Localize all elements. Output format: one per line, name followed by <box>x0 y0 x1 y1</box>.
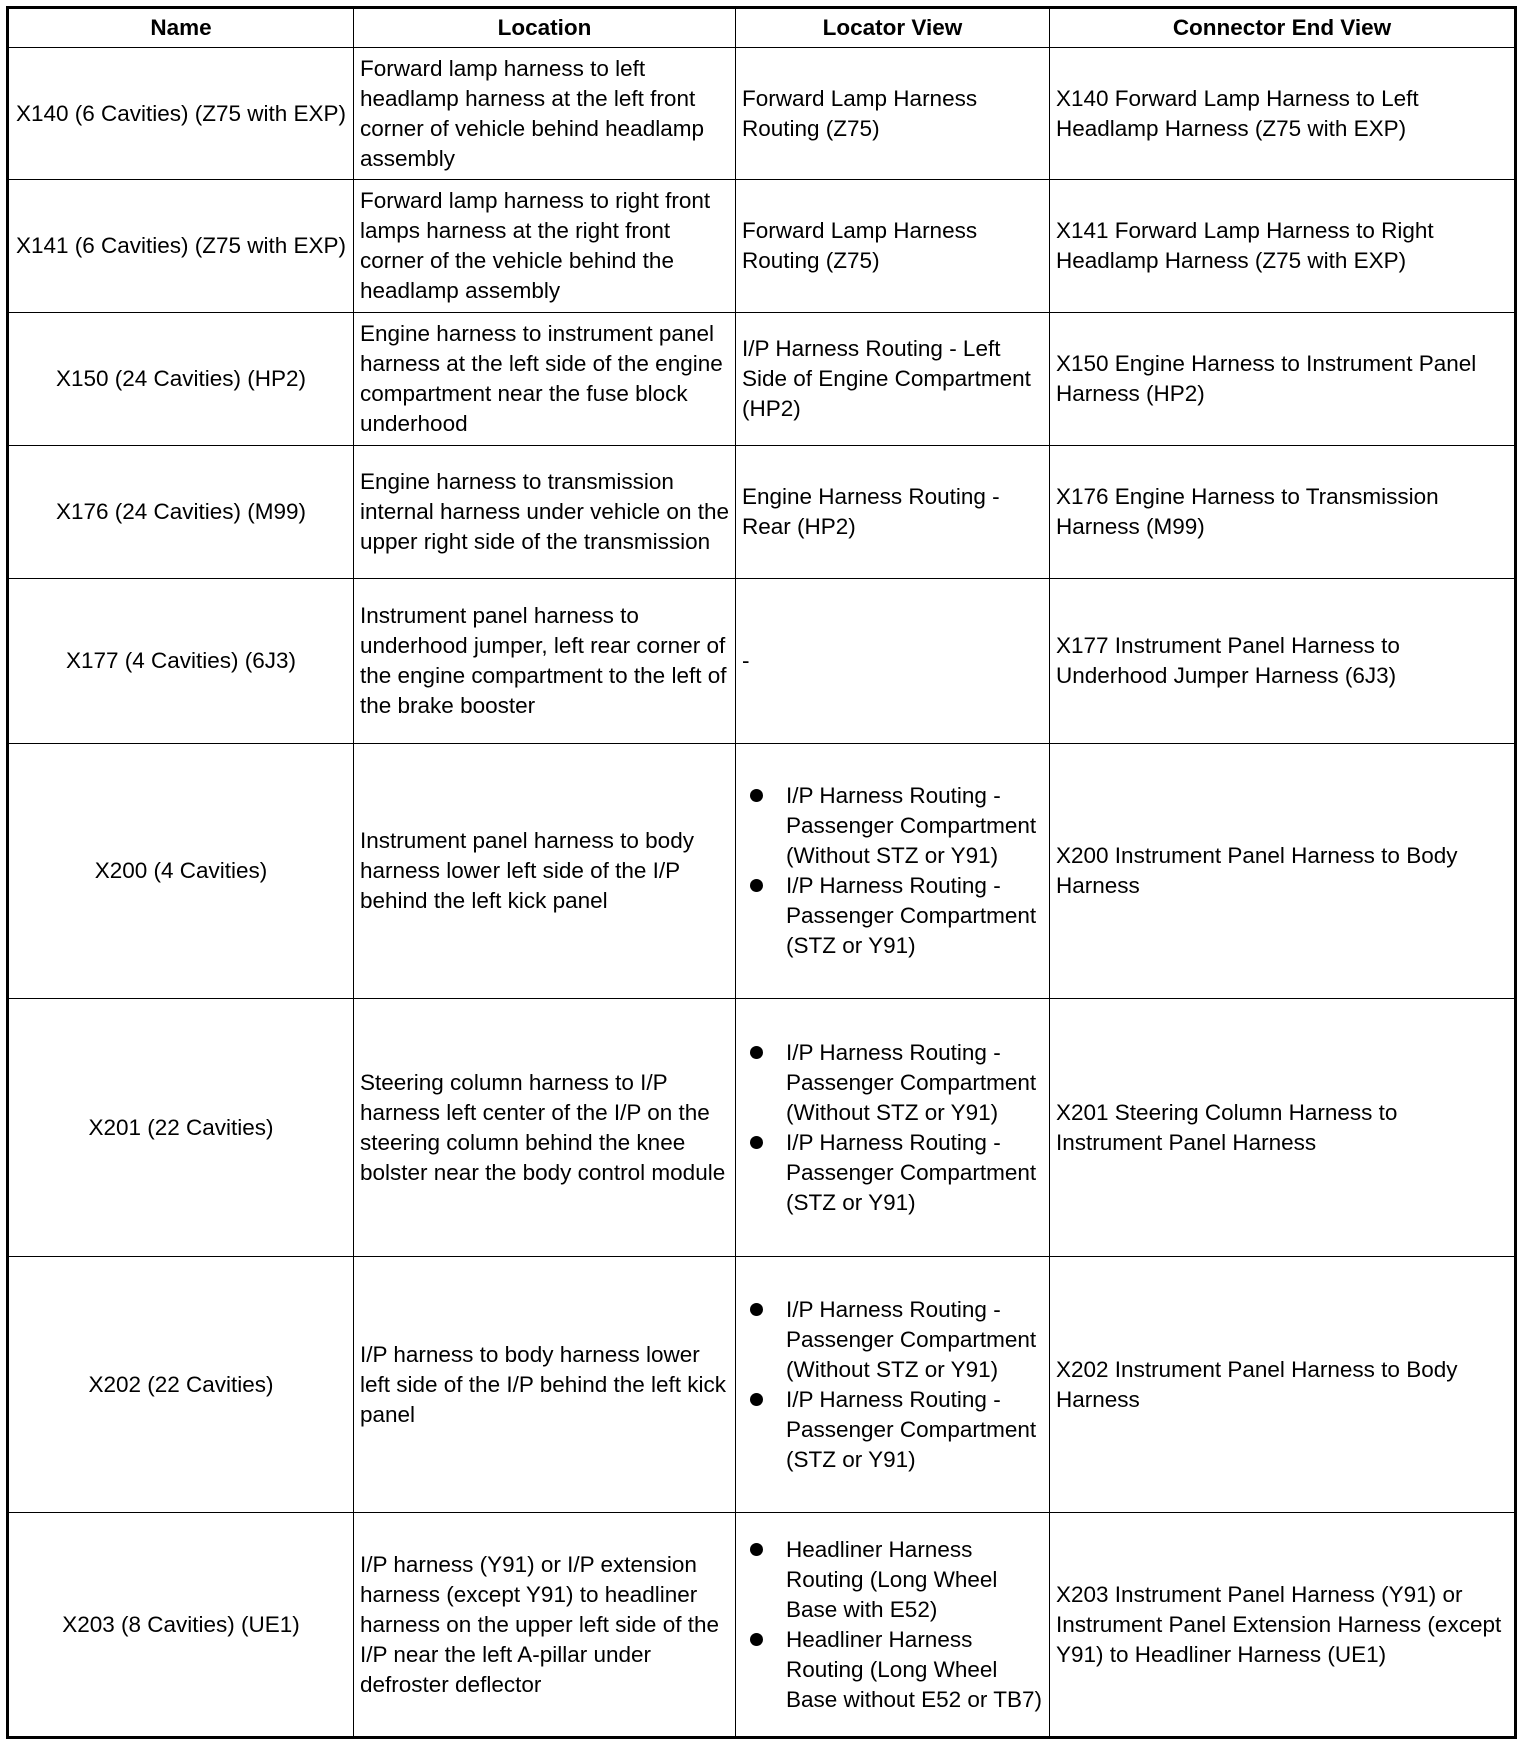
location-cell: Engine harness to instrument panel harness at the left side of the engine compartment near the fuse block underhood <box>354 313 736 446</box>
locator-view-cell <box>736 48 1050 180</box>
location-cell: Engine harness to transmission internal harness under vehicle on the upper right side of the transmission <box>354 446 736 579</box>
table-row <box>8 313 1516 446</box>
locator-view-link[interactable]: Engine Harness Routing - Rear (HP2) <box>742 484 1000 539</box>
locator-view-cell <box>736 579 1050 744</box>
list-item <box>786 1535 1043 1625</box>
locator-view-cell <box>736 446 1050 579</box>
table-row <box>8 180 1516 313</box>
bullet-icon <box>750 789 763 802</box>
location-cell: Forward lamp harness to left headlamp harness at the left front corner of vehicle behind headlamp assembly <box>354 48 736 180</box>
locator-view-link[interactable]: Forward Lamp Harness Routing (Z75) <box>742 218 978 273</box>
locator-view-list <box>742 1295 1043 1475</box>
locator-view-link[interactable]: Headliner Harness Routing (Long Wheel Base with E52) <box>786 1536 998 1622</box>
locator-view-link[interactable]: I/P Harness Routing - Passenger Compartment (Without STZ or Y91) <box>786 1039 1037 1125</box>
list-item <box>786 1385 1043 1475</box>
table-row <box>8 48 1516 180</box>
locator-view-cell <box>736 180 1050 313</box>
locator-view-link[interactable]: I/P Harness Routing - Passenger Compartment (STZ or Y91) <box>786 1386 1037 1472</box>
location-cell: Steering column harness to I/P harness left center of the I/P on the steering column behind the knee bolster near the body control module <box>354 999 736 1257</box>
locator-view-cell <box>736 313 1050 446</box>
connector-name-cell: X202 (22 Cavities) <box>8 1257 354 1513</box>
locator-view-link[interactable]: I/P Harness Routing - Passenger Compartment (STZ or Y91) <box>786 873 1037 958</box>
locator-view-list <box>742 781 1043 961</box>
header-name: Name <box>8 8 354 48</box>
connector-name-cell: X150 (24 Cavities) (HP2) <box>8 313 354 446</box>
header-row <box>8 8 1516 48</box>
bullet-icon <box>750 1393 763 1406</box>
bullet-icon <box>750 1303 763 1316</box>
header-connector-end-view: Connector End View <box>1050 8 1516 48</box>
connector-name-cell: X200 (4 Cavities) <box>8 744 354 999</box>
location-cell: I/P harness to body harness lower left side of the I/P behind the left kick panel <box>354 1257 736 1513</box>
connector-end-view-cell: X177 Instrument Panel Harness to Underhood Jumper Harness (6J3) <box>1050 579 1516 744</box>
location-cell: I/P harness (Y91) or I/P extension harness (except Y91) to headliner harness on the upper left side of the I/P near the left A-pillar under defroster deflector <box>354 1513 736 1738</box>
locator-view-link[interactable]: - <box>742 648 750 673</box>
connector-end-view-cell: X202 Instrument Panel Harness to Body Harness <box>1050 1257 1516 1513</box>
locator-view-list <box>742 1535 1043 1715</box>
bullet-icon <box>750 879 763 892</box>
connector-end-view-cell: X201 Steering Column Harness to Instrument Panel Harness <box>1050 999 1516 1257</box>
locator-view-link[interactable]: I/P Harness Routing - Passenger Compartment (Without STZ or Y91) <box>786 783 1037 868</box>
locator-view-link[interactable]: Forward Lamp Harness Routing (Z75) <box>742 85 978 141</box>
list-item <box>786 1038 1043 1128</box>
table-row <box>8 999 1516 1257</box>
table-row <box>8 579 1516 744</box>
locator-view-cell <box>736 1257 1050 1513</box>
table-row <box>8 744 1516 999</box>
bullet-icon <box>750 1046 763 1059</box>
connector-end-view-cell: X176 Engine Harness to Transmission Harness (M99) <box>1050 446 1516 579</box>
connector-name-cell: X176 (24 Cavities) (M99) <box>8 446 354 579</box>
locator-view-link[interactable]: Headliner Harness Routing (Long Wheel Base without E52 or TB7) <box>786 1626 1042 1712</box>
header-locator-view: Locator View <box>736 8 1050 48</box>
header-location: Location <box>354 8 736 48</box>
bullet-icon <box>750 1633 763 1646</box>
locator-view-link[interactable]: I/P Harness Routing - Passenger Compartment (STZ or Y91) <box>786 1129 1037 1215</box>
list-item <box>786 1295 1043 1385</box>
table-row <box>8 1257 1516 1513</box>
connector-end-view-cell: X200 Instrument Panel Harness to Body Harness <box>1050 744 1516 999</box>
table-row <box>8 1513 1516 1738</box>
location-cell: Forward lamp harness to right front lamps harness at the right front corner of the vehicle behind the headlamp assembly <box>354 180 736 313</box>
connector-end-view-cell: X141 Forward Lamp Harness to Right Headlamp Harness (Z75 with EXP) <box>1050 180 1516 313</box>
connector-end-view-cell: X203 Instrument Panel Harness (Y91) or Instrument Panel Extension Harness (except Y91) to Headliner Harness (UE1) <box>1050 1513 1516 1738</box>
list-item <box>786 871 1043 961</box>
connector-name-cell: X141 (6 Cavities) (Z75 with EXP) <box>8 180 354 313</box>
connector-end-view-cell: X140 Forward Lamp Harness to Left Headlamp Harness (Z75 with EXP) <box>1050 48 1516 180</box>
locator-view-cell <box>736 999 1050 1257</box>
connector-name-cell: X203 (8 Cavities) (UE1) <box>8 1513 354 1738</box>
locator-view-list <box>742 1038 1043 1218</box>
bullet-icon <box>750 1136 763 1149</box>
locator-view-link[interactable]: I/P Harness Routing - Passenger Compartment (Without STZ or Y91) <box>786 1296 1037 1382</box>
connector-name-cell: X177 (4 Cavities) (6J3) <box>8 579 354 744</box>
list-item <box>786 1625 1043 1715</box>
locator-view-link[interactable]: I/P Harness Routing - Left Side of Engine Compartment (HP2) <box>742 336 1031 421</box>
list-item <box>786 1128 1043 1218</box>
locator-view-cell <box>736 744 1050 999</box>
location-cell: Instrument panel harness to body harness lower left side of the I/P behind the left kick panel <box>354 744 736 999</box>
locator-view-cell <box>736 1513 1050 1738</box>
bullet-icon <box>750 1543 763 1556</box>
connector-name-cell: X201 (22 Cavities) <box>8 999 354 1257</box>
list-item <box>786 781 1043 871</box>
table-row <box>8 446 1516 579</box>
connector-end-view-cell: X150 Engine Harness to Instrument Panel Harness (HP2) <box>1050 313 1516 446</box>
location-cell: Instrument panel harness to underhood jumper, left rear corner of the engine compartment to the left of the brake booster <box>354 579 736 744</box>
connector-table <box>6 6 1517 1739</box>
connector-name-cell: X140 (6 Cavities) (Z75 with EXP) <box>8 48 354 180</box>
